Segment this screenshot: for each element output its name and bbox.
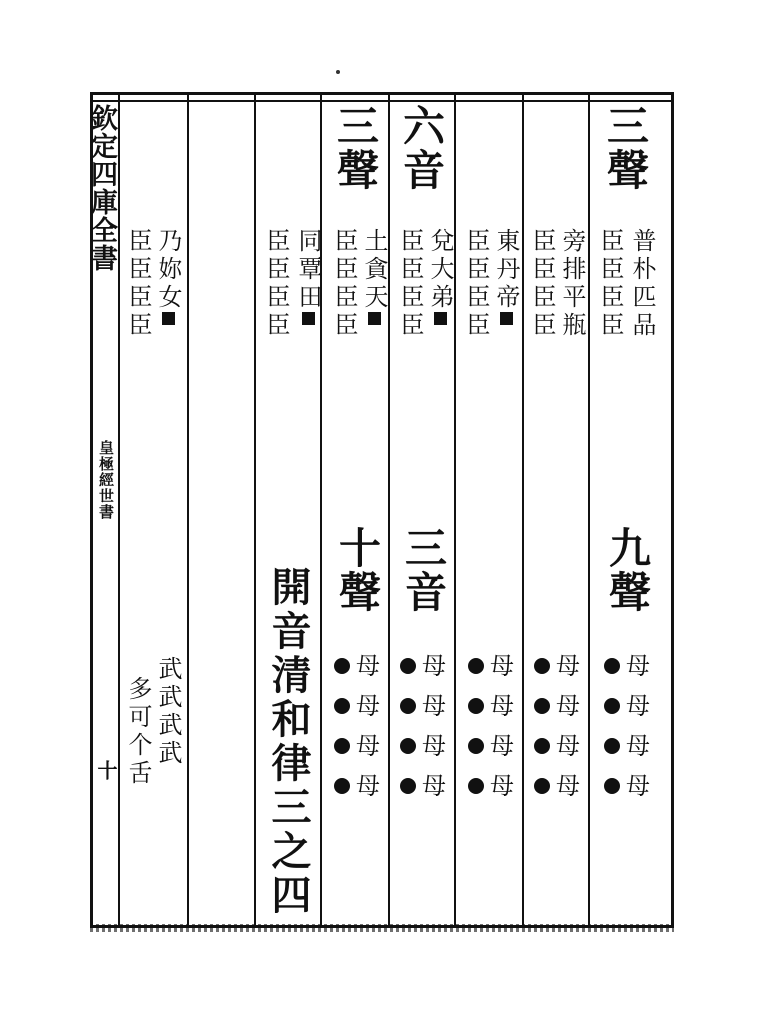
col4-lower: 三音: [399, 526, 448, 614]
dot-marker: [334, 658, 350, 674]
column-rule: [454, 92, 456, 928]
top-border: [90, 92, 674, 95]
blank-square: [162, 312, 175, 325]
dot-group: 母 母 母 母: [604, 650, 662, 802]
dot-marker: [604, 738, 620, 754]
dot-marker: [604, 698, 620, 714]
margin-rule: [118, 92, 120, 928]
dot-marker: [468, 698, 484, 714]
col4-entries: 兌大弟: [428, 228, 452, 325]
page-frame: [86, 92, 674, 928]
col5-entries: 土貪天: [362, 228, 386, 325]
blank-square: [434, 312, 447, 325]
dot-marker: [604, 778, 620, 794]
outer-right-rule: [671, 92, 674, 928]
dot-marker: [468, 658, 484, 674]
dot-marker: [400, 698, 416, 714]
col6-entries: 同覃田: [296, 228, 320, 325]
column-rule: [522, 92, 524, 928]
last-col-bottom-right: 武武武武: [154, 656, 182, 768]
dot-marker: [334, 778, 350, 794]
col1-header: 三聲: [601, 104, 650, 192]
blank-square: [368, 312, 381, 325]
top-border-inner: [90, 100, 674, 102]
col5-header: 三聲: [331, 104, 380, 192]
dot-marker: [400, 738, 416, 754]
last-col-entries: 乃妳女: [156, 228, 180, 325]
column-rule: [588, 92, 590, 928]
dot-marker: [534, 698, 550, 714]
book-title: 欽定四庫全書: [86, 104, 117, 272]
bottom-edge-texture: [90, 924, 674, 932]
dot-group: 母 母 母 母: [334, 650, 392, 802]
last-col-bottom-left: 多可个舌: [124, 676, 152, 788]
blank-square: [500, 312, 513, 325]
col3-sub: 臣臣臣臣: [462, 228, 490, 340]
col4-header: 六音: [397, 104, 446, 192]
dot-marker: [468, 738, 484, 754]
dot-marker: [400, 778, 416, 794]
dot-group: 母 母 母 母: [534, 650, 592, 802]
column-rule: [187, 92, 189, 928]
col5-lower: 十聲: [333, 526, 382, 614]
col3-entries: 東丹帝: [494, 228, 518, 325]
col4-sub: 臣臣臣臣: [396, 228, 424, 340]
col5-sub: 臣臣臣臣: [330, 228, 358, 340]
col2-entries: 旁排平瓶: [558, 228, 586, 340]
dot-group: 母 母 母 母: [400, 650, 458, 802]
col1-entries: 普朴匹品: [628, 228, 656, 340]
last-col-sub: 臣臣臣臣: [124, 228, 152, 340]
col6-sub: 臣臣臣臣: [262, 228, 290, 340]
dot-marker: [604, 658, 620, 674]
book-subtitle: 皇極經世書: [97, 440, 115, 520]
dot-marker: [534, 738, 550, 754]
section-title: 開音清和律三之四: [265, 566, 312, 918]
blank-square: [302, 312, 315, 325]
column-rule: [254, 92, 256, 928]
dot-group: 母 母 母 母: [468, 650, 526, 802]
dot-marker: [334, 698, 350, 714]
dot-marker: [400, 658, 416, 674]
col2-sub: 臣臣臣臣: [528, 228, 556, 340]
col1-lower: 九聲: [603, 526, 652, 614]
page-number: 十: [94, 760, 118, 781]
dot-marker: [334, 738, 350, 754]
dot-marker: [534, 658, 550, 674]
dot-marker: [534, 778, 550, 794]
column-rule: [320, 92, 322, 928]
paper-speck: [336, 70, 340, 74]
column-rule: [388, 92, 390, 928]
col1-sub: 臣臣臣臣: [596, 228, 624, 340]
dot-marker: [468, 778, 484, 794]
